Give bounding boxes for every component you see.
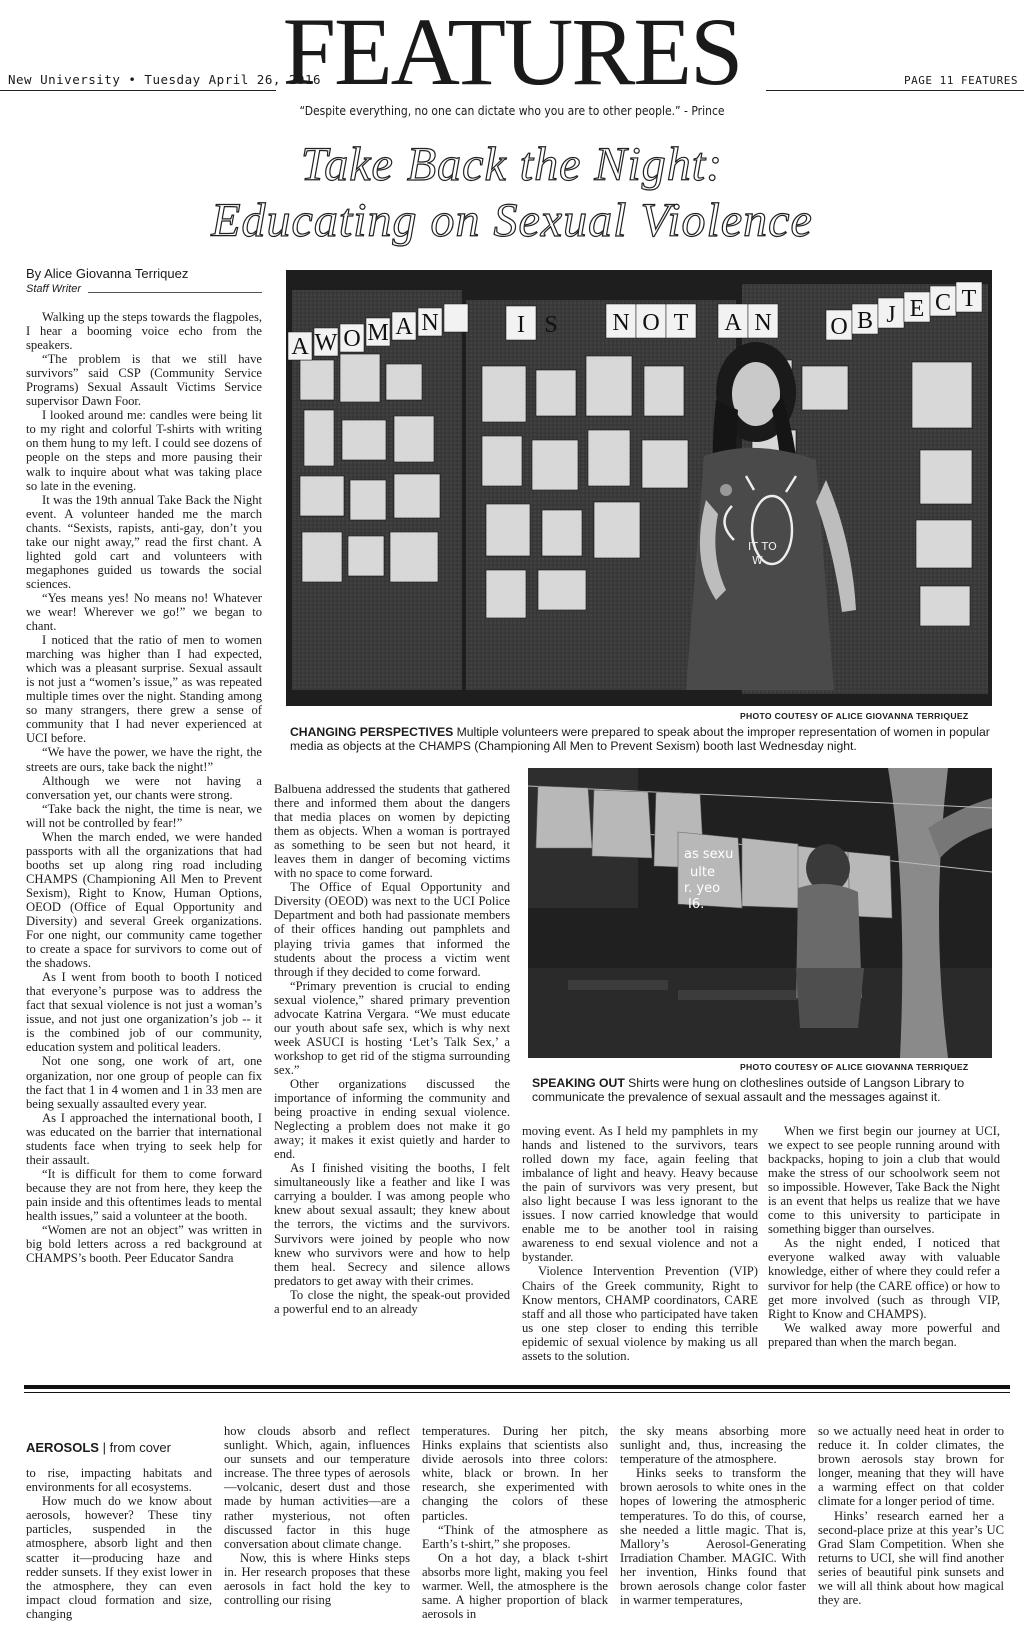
- photo2-credit: PHOTO COUTESY OF ALICE GIOVANNA TERRIQUEZ: [740, 1062, 969, 1072]
- paragraph: to rise, impacting habitats and environments for all ecosystems.: [26, 1466, 212, 1495]
- sign-letter-object: O: [830, 314, 848, 340]
- article-column-1: [26, 310, 262, 1265]
- paragraph: “Women are not an object” was written in big bold letters across a red background at CHAMPS’s booth. Peer Educator Sandra: [26, 1223, 262, 1266]
- paragraph: Hinks seeks to transform the brown aerosols to white ones in the hopes of lowering the atmospheric temperatures. To do this, of course, she needed a little magic. That is, Mallory’s Aerosol-Generating Irradiation Chamber. MAGIC. With her invention, Hinks found that brown aerosols change color faster in warmer temperatures,: [620, 1466, 806, 1608]
- sign-letter-a: A: [291, 334, 309, 360]
- jump-label-rest: | from cover: [102, 1440, 171, 1455]
- paragraph: Hinks’ research earned her a second-place prize at this year’s UC Grad Slam Competition. When she returns to UCI, she will find another series of beautiful pink sunsets and we will all think about how magical they are.: [818, 1508, 1004, 1608]
- svg-text:A: A: [395, 314, 413, 340]
- svg-text:M: M: [367, 320, 389, 346]
- photo-champs-booth-illustration: [286, 270, 992, 706]
- svg-text:N: N: [421, 310, 439, 336]
- svg-text:ulte: ulte: [690, 865, 715, 880]
- paragraph: How much do we know about aerosols, however? These tiny particles, suspended in the atmosphere, absorb light and then scatter it—producing haze and redder sunsets. If they exist lower in the atmosphere, they can even impact cloud formation and size, changing: [26, 1494, 212, 1621]
- section-title: FEATURES: [282, 0, 742, 105]
- jump-label-bold: AEROSOLS: [26, 1440, 99, 1455]
- photo-clothesline: [528, 768, 992, 1058]
- photo2-caption-body: Shirts were hung on clotheslines outside of Langson Library to communicate the prevalence of sexual assault and the messages against it.: [532, 1076, 965, 1104]
- paragraph: Although we were not having a conversation yet, our chants were strong.: [26, 773, 262, 802]
- paragraph: “Take back the night, the time is near, we will not be controlled by fear!”: [26, 801, 262, 830]
- article-column-3: [522, 1124, 758, 1363]
- svg-text:S: S: [544, 312, 558, 338]
- photo2-caption: [532, 1076, 992, 1104]
- paragraph: When the march ended, we were handed passports with all the organizations that had booths set up along ring road including CHAMPS (Championing All Men to Prevent Sexism), Right to Know, Human Options, OEOD (Office of Equal Opportunity and Diversity) and several Greek organizations. For one night, our community came together to create a space for survivors to come out of the shadows.: [26, 829, 262, 971]
- photo1-caption: [290, 725, 990, 753]
- section-divider-thick: [24, 1385, 1010, 1389]
- article-column-4: [768, 1124, 1000, 1349]
- sign-letter-is: I: [517, 312, 525, 338]
- svg-text:IT TO: IT TO: [748, 540, 777, 553]
- paragraph: “It is difficult for them to come forward because they are not from here, they keep the pain inside and this oftentimes leads to mental health issues,” said a volunteer at the booth.: [26, 1166, 262, 1223]
- paragraph: I looked around me: candles were being lit to my right and colorful T-shirts with writing on them hung to my left. I could see dozens of people on the steps and more pausing their walk to inquire about what was taking place so late in the evening.: [26, 408, 262, 493]
- paragraph: As I approached the international booth, I was educated on the barrier that international students face when trying to seek help for their assault.: [26, 1110, 262, 1167]
- page-label: PAGE 11 FEATURES: [904, 74, 1018, 87]
- byline-role: Staff Writer: [26, 283, 82, 295]
- paragraph: how clouds absorb and reflect sunlight. Which, again, influences our sunsets and our temperature increase. The three types of aerosols—volcanic, desert dust and those made by human activities—are a rather mysterious, not often discussed factor in this huge conversation about climate change.: [224, 1424, 410, 1551]
- paragraph: It was the 19th annual Take Back the Night event. A volunteer handed me the march chants. “Sexists, rapists, anti-gay, don’t you take our night away,” read the first chant. A lighted gold cart and volunteers with megaphones guided us towards the social sciences.: [26, 492, 262, 591]
- article-column-2: [274, 782, 510, 1316]
- masthead-quote: “Despite everything, no one can dictate who you are to other people.” - Prince: [299, 104, 725, 118]
- jump-column-4: [620, 1424, 806, 1607]
- paragraph: the sky means absorbing more sunlight and, thus, increasing the temperature of the atmosphere.: [620, 1424, 806, 1467]
- paragraph: Violence Intervention Prevention (VIP) Chairs of the Greek community, Right to Know mentors, CHAMP coordinators, CARE staff and all those who participated have taken us one step closer to ending this terrible epidemic of sexual violence by making us all assets to the solution.: [522, 1264, 758, 1363]
- paragraph: When we first begin our journey at UCI, we expect to see people running around with backpacks, hoping to join a club that would make the stress of our schoolwork seem not so impossible. However, Take Back the Night is an event that helps us realize that we have come to this university to participate in something bigger than ourselves.: [768, 1124, 1000, 1237]
- jump-label: [26, 1440, 171, 1455]
- paragraph: Other organizations discussed the importance of informing the community and being proactive in ending sexual violence. Neglecting a problem does not make it go away; it makes it exist quietly and harder to end.: [274, 1076, 510, 1162]
- photo2-caption-head: SPEAKING OUT: [532, 1076, 625, 1090]
- svg-text:r. yeo: r. yeo: [684, 881, 721, 896]
- svg-text:I6.: I6.: [688, 897, 705, 912]
- svg-text:W: W: [314, 330, 338, 356]
- paragraph: “The problem is that we still have survivors” said CSP (Community Service Programs) Sexual Assault Victims Service supervisor Dawn Foor.: [26, 352, 262, 409]
- photo-clothesline-illustration: [528, 768, 992, 1058]
- sign-letter-an: A: [724, 310, 742, 336]
- jump-column-1: [26, 1466, 212, 1621]
- headline-line-1: Take Back the Night:: [300, 138, 724, 191]
- paragraph: “Yes means yes! No means no! Whatever we wear! Wherever we go!” we began to chant.: [26, 590, 262, 634]
- sign-letter-not: N: [612, 310, 630, 336]
- jump-column-2: [224, 1424, 410, 1607]
- paragraph: Now, this is where Hinks steps in. Her research proposes that these aerosols in fact hold the key to controlling our rising: [224, 1550, 410, 1608]
- jump-column-5: [818, 1424, 1004, 1607]
- photo-champs-booth: [286, 270, 992, 706]
- svg-text:E: E: [909, 296, 925, 322]
- paragraph: As the night ended, I noticed that everyone walked away with valuable knowledge, either of where they could refer a survivor for help (the CARE office) or how to get more involved (such as through VIP, Right to Know and CHAMPS).: [768, 1236, 1001, 1321]
- paragraph: “We have the power, we have the right, the streets are ours, take back the night!”: [26, 745, 262, 774]
- paragraph: We walked away more powerful and prepared than when the march began.: [768, 1320, 1000, 1349]
- paragraph: temperatures. During her pitch, Hinks explains that scientists also divide aerosols into three colors: white, black or brown. In her research, she experimented with changing the colors of these particles.: [422, 1424, 608, 1523]
- paragraph: Walking up the steps towards the flagpoles, I hear a booming voice echo from the speakers.: [26, 310, 262, 353]
- byline: By Alice Giovanna Terriquez: [26, 266, 189, 281]
- paragraph: As I finished visiting the booths, I felt simultaneously like a feather and like I was carrying a boulder. I was among people who knew about sexual assault; they knew about the terrors, the victims and the survivors. Survivors were joined by people who now knew who survivors were and how to help them heal. Secrecy and silence allows predators to get away with their crimes.: [274, 1161, 510, 1288]
- paragraph: On a hot day, a black t-shirt absorbs more light, making you feel warmer. Well, the atmosphere is the same. A higher proportion of black aerosols in: [422, 1550, 608, 1622]
- svg-text:J: J: [886, 302, 896, 328]
- paragraph: Balbuena addressed the students that gathered there and informed them about the dangers that media places on women by depicting them as objects. When a woman is portrayed as something to be seen but not heard, it leaves them in danger of becoming victims with no space to come forward.: [274, 782, 510, 881]
- headline-line-2: Educating on Sexual Violence: [211, 194, 813, 247]
- svg-text:N: N: [754, 310, 772, 336]
- svg-text:as sexu: as sexu: [684, 847, 734, 862]
- svg-text:T: T: [673, 310, 689, 336]
- photo1-credit: PHOTO COUTESY OF ALICE GIOVANNA TERRIQUEZ: [740, 711, 969, 721]
- paragraph: Not one song, one work of art, one organization, nor one group of people can fix the fact that 1 in 4 women and 1 in 33 men are being sexually assaulted every year.: [26, 1054, 262, 1111]
- paragraph: As I went from booth to booth I noticed that everyone’s purpose was to address the fact that sexual violence is not just a woman’s issue, and not just one organization’s job -- it is the combined job of our community, education system and political leaders.: [26, 970, 262, 1055]
- svg-text:W: W: [752, 554, 763, 567]
- paragraph: moving event. As I held my pamphlets in my hands and listened to the survivors, tears rolled down my face, again feeling that imbalance of light and heavy. Heavy because the pain of survivors was very present, but also light because I was less ignorant to the issues. I now carried knowledge that would enable me to be another tool in raising awareness to end sexual violence and not a bystander.: [522, 1124, 758, 1265]
- paragraph: “Primary prevention is crucial to ending sexual violence,” shared primary prevention advocate Katrina Vergara. “We must educate our youth about safe sex, which is why next week ASUCI is hosting ‘Let’s Talk Sex,’ a workshop to get rid of the stigma surrounding sex.”: [274, 978, 510, 1077]
- paragraph: “Think of the atmosphere as Earth’s t-shirt,” she proposes.: [422, 1522, 608, 1551]
- byline-rule: [88, 292, 262, 293]
- photo1-caption-head: CHANGING PERSPECTIVES: [290, 725, 454, 739]
- issue-line: New University • Tuesday April 26, 2016: [8, 72, 321, 87]
- paragraph: To close the night, the speak-out provided a powerful end to an already: [274, 1287, 510, 1316]
- masthead-rule-right: [766, 90, 1024, 91]
- svg-text:B: B: [856, 308, 874, 334]
- paragraph: so we actually need heat in order to reduce it. In colder climates, the brown aerosols stay brown for longer, meaning that they will have a warming effect on that colder climate for a longer period of time.: [818, 1424, 1004, 1509]
- svg-text:C: C: [934, 290, 952, 316]
- svg-text:O: O: [343, 326, 361, 352]
- section-divider-thin: [24, 1392, 1010, 1393]
- jump-column-3: [422, 1424, 608, 1621]
- paragraph: The Office of Equal Opportunity and Diversity (OEOD) was next to the UCI Police Department and both had passionate members of their offices handing out pamphlets and playing trivia games that informed the students about the process a victim went through if they decided to come forward.: [274, 880, 510, 979]
- svg-text:O: O: [642, 310, 660, 336]
- paragraph: I noticed that the ratio of men to women marching was higher than I had expected, which was a pleasant surprise. Sexual assault is not just a “women’s issue,” as was repeated multiple times over the night. Standing among so many strangers, there grew a sense of community that I had never experienced at UCI before.: [26, 633, 262, 746]
- photo1-caption-body: Multiple volunteers were prepared to speak about the improper representation of women in popular media as objects at the CHAMPS (Championing All Men to Prevent Sexism) booth last Wednesday night.: [290, 725, 990, 753]
- svg-text:T: T: [961, 286, 977, 312]
